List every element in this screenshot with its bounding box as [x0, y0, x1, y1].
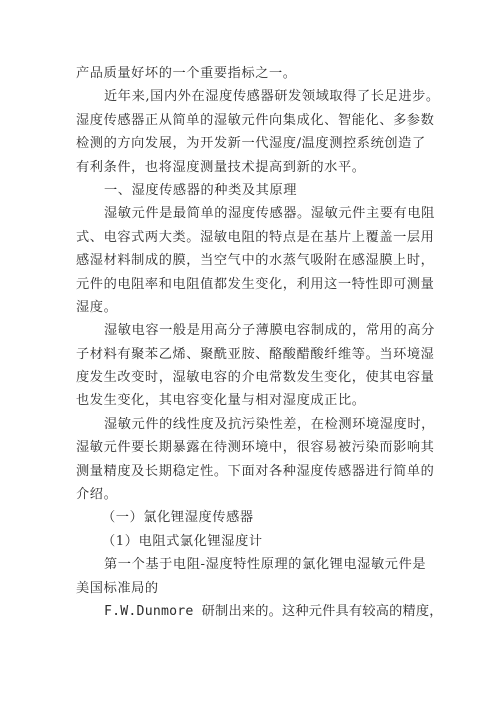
paragraph-line: 测量精度及长期稳定性。下面对各种湿度传感器进行简单的: [76, 463, 435, 479]
paragraph-line: 产品质量好坏的一个重要指标之一。: [76, 66, 297, 81]
section-heading: 一、湿度传感器的种类及其原理: [104, 182, 298, 198]
paragraph-line: 湿敏元件要长期暴露在待测环境中，很容易被污染而影响其: [76, 440, 435, 456]
paragraph-line: 也发生变化，其电容变化量与相对湿度成正比。: [76, 393, 366, 409]
paragraph-line: F.W.Dunmore 研制出来的。这种元件具有较高的精度，: [104, 603, 443, 619]
paragraph-line: 湿度。: [76, 299, 118, 315]
paragraph-line: 感湿材料制成的膜，当空气中的水蒸气吸附在感湿膜上时，: [76, 253, 435, 269]
paragraph-line: 湿度传感器正从简单的湿敏元件向集成化、智能化、多参数: [76, 112, 435, 128]
paragraph-line: 近年来,国内外在湿度传感器研发领域取得了长足进步。: [104, 89, 440, 105]
paragraph-line: 湿敏元件的线性度及抗污染性差，在检测环境湿度时，: [104, 416, 435, 432]
paragraph-line: 元件的电阻率和电阻值都发生变化，利用这一特性即可测量: [76, 276, 435, 292]
subsection-heading: （1）电阻式氯化锂湿度计: [102, 533, 263, 549]
paragraph-line: 检测的方向发展，为开发新一代湿度/温度测控系统创造了: [76, 136, 426, 152]
paragraph-line: 美国标准局的: [76, 580, 159, 596]
paragraph-line: 湿敏电容一般是用高分子薄膜电容制成的，常用的高分: [104, 323, 435, 339]
paragraph-line: 有利条件，也将湿度测量技术提高到新的水平。: [76, 159, 366, 175]
paragraph-line: 湿敏元件是最简单的湿度传感器。湿敏元件主要有电阻: [104, 206, 435, 222]
subsection-heading: （一）氯化锂湿度传感器: [102, 510, 254, 526]
paragraph-line: 式、电容式两大类。湿敏电阻的特点是在基片上覆盖一层用: [76, 229, 435, 245]
paragraph-line: 介绍。: [76, 487, 118, 503]
document-page: [76, 62, 446, 623]
paragraph-line: 度发生改变时，湿敏电容的介电常数发生变化，使其电容量: [76, 370, 435, 386]
paragraph-line: 第一个基于电阻-湿度特性原理的氯化锂电湿敏元件是: [104, 557, 427, 573]
paragraph-line: 子材料有聚苯乙烯、聚酰亚胺、酪酸醋酸纤维等。当环境湿: [76, 346, 435, 362]
